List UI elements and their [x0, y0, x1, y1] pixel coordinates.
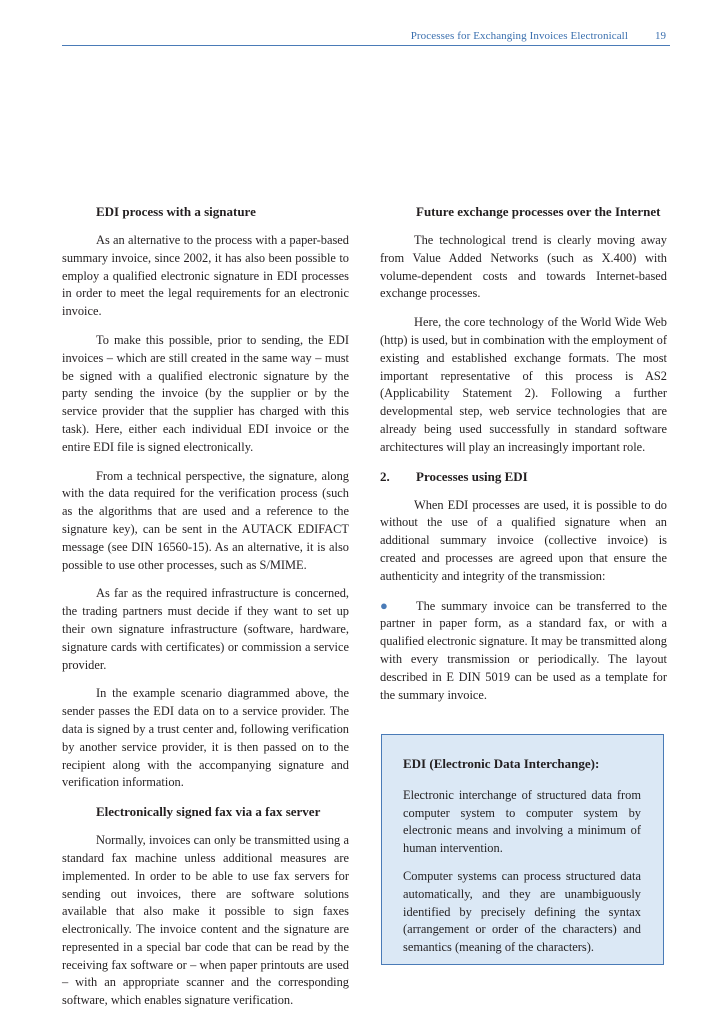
- bullet-text: The summary invoice can be transferred to the partner in paper form, as a standard fax, or with a qualified electronic signature. It may be transmitted along with every transmission or periodically. The layout described in E DIN 5019 can be used as a template for the summary invoice.: [380, 598, 667, 702]
- bullet-item: [380, 597, 667, 705]
- paragraph: When EDI processes are used, it is possible to do without the use of a qualified signature when an additional summary invoice (collective invoice) is created and processes are agreed upon that ensure the authenticity and integrity of the transmission:: [380, 497, 667, 583]
- heading-signed-fax: Electronically signed fax via a fax server: [96, 804, 321, 820]
- bullet-icon: ●: [380, 597, 388, 613]
- paragraph: To make this possible, prior to sending, the EDI invoices – which are still created in the same way – must be signed with a qualified electronic signature by the party sending the invoice (by the supplier or by the service provider that the supplier has charged with this task). Here, either each individual EDI invoice or the entire EDI file is signed electronically.: [62, 332, 349, 454]
- paragraph: Normally, invoices can only be transmitted using a standard fax machine unless additional measures are implemented. In order to be able to use fax servers for sending out invoices, there are software solutions available that also make it possible to sign faxes electronically. The invoice content and the signature are represented in a special bar code that can be read by the receiving fax software or – when paper printouts are used – with an appropriate scanner and the corresponding software, which enables signature verification.: [62, 833, 349, 1008]
- paragraph: As an alternative to the process with a paper-based summary invoice, since 2002, it has also been possible to employ a qualified electronic signature in EDI processes in order to meet the legal requirements for an electronic invoice.: [62, 233, 349, 319]
- heading-edi-signature: EDI process with a signature: [96, 204, 256, 219]
- section-heading-processes-edi: [380, 468, 667, 486]
- edi-definition-box: [381, 734, 664, 965]
- box-paragraph: Electronic interchange of structured data from computer system to computer system by electronic means and involving a minimum of human intervention.: [403, 787, 641, 856]
- header-rule: [62, 45, 670, 46]
- heading-future-exchange: Future exchange processes over the Internet: [416, 204, 661, 219]
- paragraph: In the example scenario diagrammed above, the sender passes the EDI data on to a service provider. The data is signed by a trust center and, following verification by another service provider, it is then passed on to the recipient along with the accompanying signature and verification information.: [62, 686, 349, 790]
- page-number: 19: [655, 30, 666, 42]
- running-title: Processes for Exchanging Invoices Electronicall: [410, 30, 628, 42]
- box-paragraph: Computer systems can process structured data automatically, and they are unambiguously identified by precisely defining the syntax (arrangement or order of the characters) and semantics (meaning of the characters).: [403, 868, 641, 955]
- paragraph: From a technical perspective, the signature, along with the data required for the verification process (such as the algorithms that are used and a reference to the signature key), can be sent in the AUTACK EDIFACT message (see DIN 16560-15). As an alternative, it is also possible to use other processes, such as S/MIME.: [62, 468, 349, 572]
- section-number: 2.: [380, 468, 390, 484]
- paragraph: The technological trend is clearly moving away from Value Added Networks (such as X.400) with volume-dependent costs and towards Internet-based exchange processes.: [380, 233, 667, 301]
- section-title: Processes using EDI: [416, 468, 528, 484]
- right-column: [380, 203, 667, 715]
- paragraph: Here, the core technology of the World Wide Web (http) is used, but in combination with the employment of existing and established exchange formats. The most important representative of this process is AS2 (Applicability Statement 2). Following a further developmental step, web service technologies that are already being used successfully in standard software architectures will play an increasingly important role.: [380, 315, 667, 454]
- left-column: [62, 203, 349, 1021]
- paragraph: As far as the required infrastructure is concerned, the trading partners must decide if they want to set up their own signature infrastructure (software, hardware, signature cards with certificates) or commission a service provider.: [62, 586, 349, 672]
- box-title: EDI (Electronic Data Interchange):: [403, 756, 600, 771]
